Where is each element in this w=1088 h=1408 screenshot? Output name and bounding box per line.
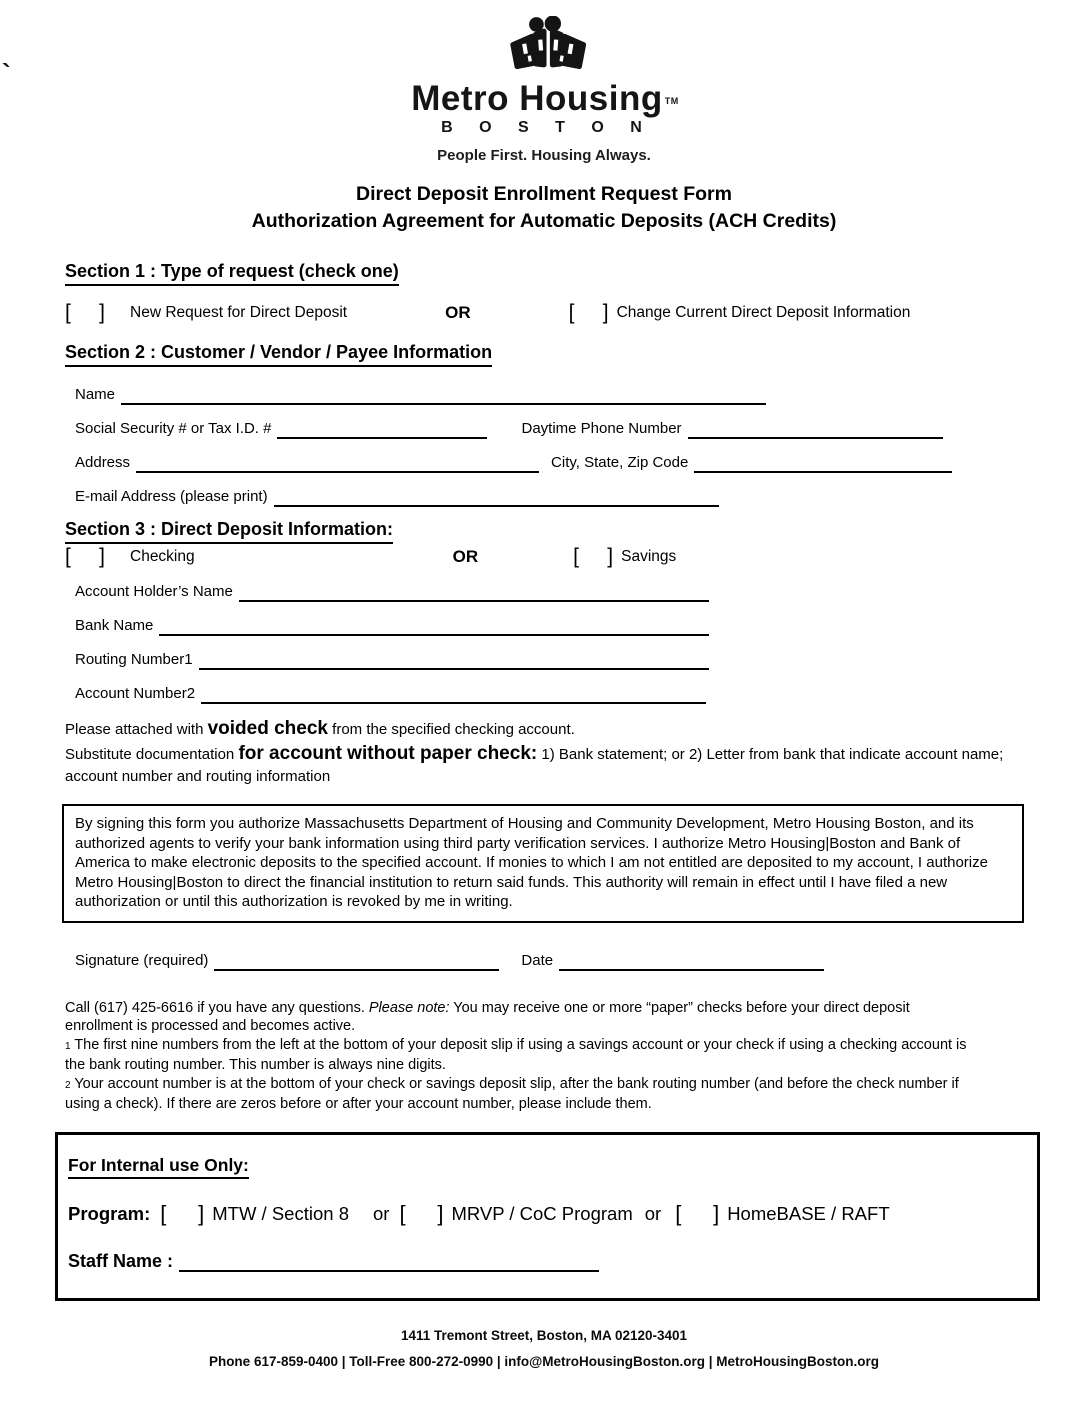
document-title: [65, 181, 1023, 235]
note1-pre: Please attached with: [65, 721, 208, 738]
footnotes: [65, 999, 977, 1115]
city-label: City, State, Zip Code: [551, 454, 689, 471]
address-city-row: [65, 453, 1023, 473]
note2-pre: Substitute documentation: [65, 746, 239, 763]
signature-input-line[interactable]: [214, 954, 499, 971]
phone-label: Daytime Phone Number: [521, 420, 682, 437]
account-holder-label: Account Holder’s Name: [75, 583, 233, 600]
account-holder-row: [65, 582, 1023, 602]
contact-note: [65, 999, 977, 1036]
section1-options-row: [65, 302, 1023, 324]
program-option-mtw: MTW / Section 8: [212, 1203, 349, 1225]
bracket-close: ]: [99, 301, 105, 324]
email-input-line[interactable]: [274, 490, 719, 507]
footer-address: 1411 Tremont Street, Boston, MA 02120-3401: [400, 1328, 688, 1344]
staff-name-input-line[interactable]: [179, 1252, 599, 1272]
ssn-input-line[interactable]: [277, 422, 487, 439]
address-label: Address: [75, 454, 131, 471]
bracket-open: [: [568, 301, 575, 324]
account-number-row: [65, 684, 1023, 704]
checkbox-mtw-section8[interactable]: [160, 1203, 204, 1225]
brand-name: [411, 79, 679, 118]
option-savings-label: Savings: [621, 548, 677, 565]
account-number-input-line[interactable]: [201, 687, 706, 704]
ssn-phone-row: [65, 419, 1023, 439]
program-or-2: or: [644, 1203, 662, 1225]
section3-heading: [65, 519, 1023, 544]
section2-heading-text: Section 2 : Customer / Vendor / Payee Information: [65, 342, 492, 367]
footnote-1-text: The first nine numbers from the left at the bottom of your deposit slip if using a savings account or your check if using a checking account is the bank routing number. This number is always nine digits.: [65, 1036, 967, 1074]
footer: [65, 1323, 1023, 1375]
note-line-2: [65, 743, 1013, 788]
title-line-2: Authorization Agreement for Automatic Deposits (ACH Credits): [251, 210, 837, 232]
section1-heading-text: Section 1 : Type of request (check one): [65, 261, 399, 286]
footnote-2-text: Your account number is at the bottom of your check or savings deposit slip, after the bank routing number (and before the check number if using a check). If there are zeros before or after your account number, please include them.: [65, 1075, 959, 1113]
name-input-line[interactable]: [121, 388, 766, 405]
or-separator: OR: [445, 303, 471, 322]
program-row: [68, 1203, 1023, 1225]
internal-use-heading: [68, 1155, 1023, 1179]
account-number-label: Account Number2: [75, 685, 196, 702]
internal-use-heading-text: For Internal use Only:: [68, 1155, 249, 1179]
bracket-open: [: [399, 1201, 406, 1227]
trademark-symbol: TM: [664, 96, 679, 106]
bracket-open: [: [573, 545, 579, 568]
stray-mark: `: [2, 58, 11, 88]
bracket-open: [: [65, 545, 71, 568]
bracket-open: [: [65, 301, 71, 324]
date-input-line[interactable]: [559, 954, 824, 971]
bracket-close: ]: [198, 1201, 205, 1227]
program-option-mrvp: MRVP / CoC Program: [451, 1203, 633, 1225]
checkbox-mrvp-coc[interactable]: [399, 1203, 443, 1225]
note1-post: from the specified checking account.: [327, 721, 575, 738]
checkbox-homebase-raft[interactable]: [675, 1203, 719, 1225]
staff-name-label: Staff Name :: [68, 1251, 174, 1272]
bracket-open: [: [675, 1201, 682, 1227]
city-input-line[interactable]: [694, 456, 952, 473]
checkbox-checking[interactable]: [65, 546, 105, 568]
program-or-1: or: [372, 1203, 390, 1225]
note1-bold: voided check: [207, 718, 328, 739]
program-option-homebase: HomeBASE / RAFT: [727, 1203, 890, 1225]
option-change-request-label: Change Current Direct Deposit Information: [616, 304, 911, 321]
address-input-line[interactable]: [136, 456, 539, 473]
contact-note-pre: Call (617) 425-6616 if you have any questions.: [65, 999, 369, 1016]
bracket-close: ]: [99, 545, 105, 568]
checkbox-savings[interactable]: [573, 546, 613, 568]
voided-check-notes: [65, 716, 1013, 788]
authorization-text: By signing this form you authorize Massachusetts Department of Housing and Community Development, Metro Housing Boston, and its authorized agents to verify your bank information using third party verification services. I authorize Metro Housing|Boston and Bank of America to make electronic deposits to the specified account. If monies to which I am not entitled are deposited to my account, I authorize Metro Housing|Boston to direct the financial institution to return said funds. This authority will remain in effect until I have filed a new authorization or until this authorization is revoked by me in writing.: [75, 815, 988, 910]
footnote-1-marker: 1: [65, 1040, 71, 1052]
metro-housing-logo-icon: [501, 16, 587, 80]
footnote-2: [65, 1075, 977, 1114]
email-row: [65, 487, 1023, 507]
note2-post: 1) Bank statement; or 2) Letter from bank that indicate account name; account number and routing information: [65, 746, 1004, 785]
note2-bold: for account without paper check:: [238, 743, 538, 764]
checkbox-new-request[interactable]: [65, 302, 105, 324]
section3-heading-text: Section 3 : Direct Deposit Information:: [65, 519, 393, 544]
bracket-close: ]: [607, 545, 614, 568]
program-label: Program:: [68, 1203, 151, 1225]
option-new-request-label: New Request for Direct Deposit: [130, 304, 348, 321]
signature-row: [65, 951, 1023, 971]
title-line-1: Direct Deposit Enrollment Request Form: [356, 183, 732, 205]
routing-number-label: Routing Number1: [75, 651, 193, 668]
authorization-box: [62, 804, 1024, 923]
checkbox-change-request[interactable]: [569, 302, 609, 324]
account-holder-input-line[interactable]: [239, 585, 709, 602]
signature-label: Signature (required): [75, 951, 209, 969]
date-label: Date: [521, 951, 554, 969]
brand-city: B O S T O N: [441, 119, 653, 136]
bank-name-label: Bank Name: [75, 617, 154, 634]
bracket-close: ]: [713, 1201, 720, 1227]
name-label: Name: [75, 386, 116, 403]
email-label: E-mail Address (please print): [75, 488, 268, 505]
bracket-close: ]: [437, 1201, 444, 1227]
staff-name-row: [68, 1251, 1023, 1272]
logo: [65, 0, 1023, 165]
brand-text: Metro Housing: [411, 79, 663, 118]
footnote-1: [65, 1036, 977, 1075]
routing-number-row: [65, 650, 1023, 670]
internal-use-box: [55, 1132, 1040, 1301]
ssn-label: Social Security # or Tax I.D. #: [75, 420, 272, 437]
name-row: [65, 385, 1023, 405]
contact-note-post: You may receive one or more “paper” checks before your direct deposit enrollment is processed and becomes active.: [65, 999, 910, 1035]
routing-number-input-line[interactable]: [199, 653, 709, 670]
note-line-1: [65, 716, 1013, 743]
bank-name-input-line[interactable]: [159, 619, 709, 636]
bank-name-row: [65, 616, 1023, 636]
or-separator: OR: [452, 547, 479, 566]
contact-note-italic: Please note:: [368, 999, 450, 1016]
section3-options-row: [65, 546, 1023, 568]
option-checking-label: Checking: [130, 548, 195, 565]
brand-tagline: People First. Housing Always.: [437, 147, 651, 164]
footnote-2-marker: 2: [65, 1079, 71, 1091]
section1-heading: [65, 261, 1023, 286]
phone-input-line[interactable]: [688, 422, 943, 439]
bracket-open: [: [160, 1201, 167, 1227]
bracket-close: ]: [602, 301, 609, 324]
footer-contact: Phone 617-859-0400 | Toll-Free 800-272-0990 | info@MetroHousingBoston.org | MetroHousingBoston.org: [208, 1354, 880, 1370]
section2-heading: [65, 342, 1023, 367]
